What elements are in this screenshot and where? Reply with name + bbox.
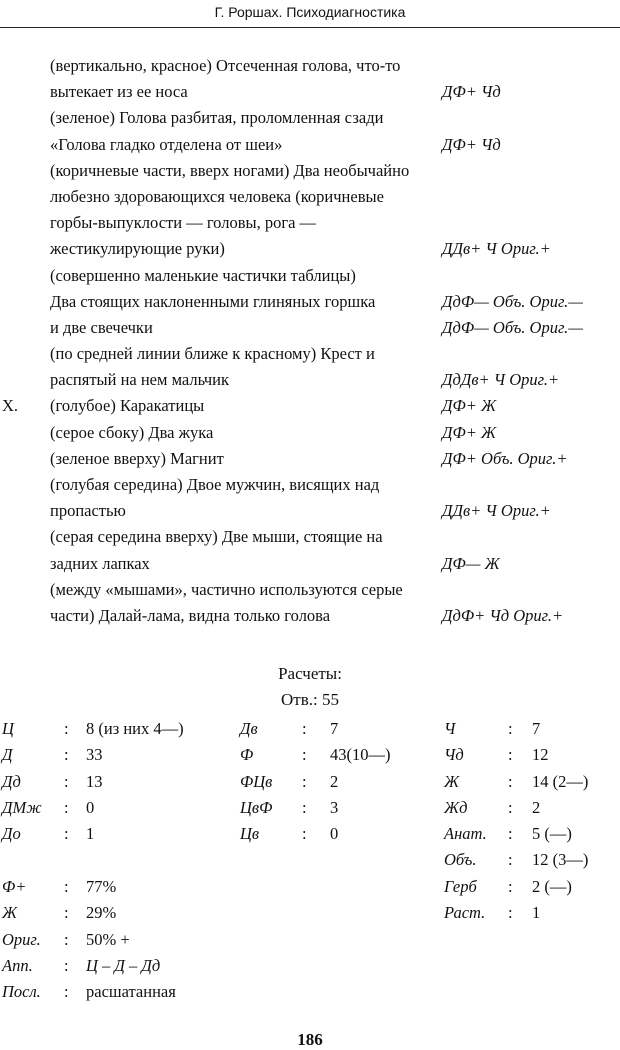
colon: : [302, 771, 307, 791]
colon: : [64, 955, 69, 975]
response-text: (зеленое вверху) Магнит [50, 448, 224, 468]
stat-label: Д [2, 745, 13, 765]
colon: : [64, 929, 69, 949]
response-text: (серая середина вверху) Две мыши, стоящие на [50, 527, 383, 547]
stat-label: Цв [240, 824, 260, 844]
summary-value: расшатанная [86, 982, 176, 1002]
response-text: (вертикально, красное) Отсеченная голова, что-то [50, 56, 401, 75]
colon: : [508, 745, 513, 765]
stat-value: 2 [330, 771, 339, 791]
scoring-code: ДдФ+ Чд Ориг.+ [442, 605, 564, 625]
protocol-line [0, 551, 620, 577]
colon: : [64, 903, 69, 923]
calculations-table [0, 716, 620, 874]
response-text: распятый на нем мальчик [50, 370, 230, 390]
colon: : [64, 824, 69, 844]
response-text: «Голова гладко отделена от шеи» [50, 134, 283, 154]
colon: : [64, 797, 69, 817]
stat-value: 5 (—) [532, 824, 572, 844]
scoring-code: ДФ+ Объ. Ориг.+ [442, 448, 568, 468]
response-text: любезно здоровающихся человека (коричневые [50, 186, 384, 206]
stat-label: Ж [444, 771, 460, 791]
response-text: пропастью [50, 501, 126, 521]
colon: : [64, 745, 69, 765]
protocol-line [0, 393, 620, 419]
header-title: Г. Роршах. Психодиагностика [214, 4, 406, 20]
response-text: жестикулирующие руки) [50, 239, 225, 259]
colon: : [302, 797, 307, 817]
protocol-block [0, 53, 620, 629]
summary-value: 29% [86, 903, 117, 923]
protocol-line [0, 603, 620, 629]
stat-value: 2 [532, 797, 541, 817]
colon: : [64, 719, 69, 738]
protocol-line [0, 367, 620, 393]
protocol-line [0, 236, 620, 262]
stat-value: 8 (из них 4—) [86, 719, 184, 738]
stat-label: ДМж [2, 797, 42, 817]
running-header [0, 0, 620, 34]
scoring-code: ДдФ— Объ. Ориг.— [442, 291, 583, 311]
calculations-summary [0, 874, 620, 1005]
summary-row [0, 900, 620, 926]
response-text: (между «мышами», частично используются серые [50, 579, 403, 599]
response-text: (совершенно маленькие частички таблицы) [50, 265, 356, 285]
stat-label: Жд [444, 797, 468, 817]
colon: : [508, 877, 513, 896]
scoring-code: ДдФ— Объ. Ориг.— [442, 317, 583, 337]
response-text: (голубое) Каракатицы [50, 396, 205, 416]
stats-row [0, 742, 620, 768]
stat-value: 3 [330, 797, 339, 817]
summary-value: Ц – Д – Дд [86, 955, 161, 975]
colon: : [64, 982, 69, 1002]
protocol-line [0, 53, 620, 79]
calculations-title: Расчеты: [278, 664, 342, 683]
response-text: (серое сбоку) Два жука [50, 422, 214, 442]
protocol-line [0, 420, 620, 446]
protocol-line [0, 524, 620, 550]
stat-label: Ч [444, 719, 456, 738]
response-text: вытекает из ее носа [50, 82, 188, 102]
summary-value: 77% [86, 877, 117, 896]
scoring-code: ДФ+ Ж [442, 422, 497, 442]
page-number: 186 [297, 1030, 323, 1049]
response-text: части) Далай-лама, видна только голова [50, 605, 331, 625]
colon: : [508, 850, 513, 870]
scoring-code: ДФ+ Ж [442, 396, 497, 416]
response-text: (по средней линии ближе к красному) Крест и [50, 344, 375, 364]
response-text: Два стоящих наклоненными глиняных горшка [50, 291, 376, 311]
protocol-line [0, 289, 620, 315]
summary-row [0, 979, 620, 1005]
summary-label: Ориг. [2, 929, 41, 949]
colon: : [302, 745, 307, 765]
stat-label: ЦвФ [240, 797, 273, 817]
stat-label: Чд [444, 745, 464, 765]
stat-value: 7 [532, 719, 541, 738]
protocol-line [0, 79, 620, 105]
stat-label: Ф [240, 745, 254, 765]
response-text: и две свечечки [50, 317, 153, 337]
protocol-line [0, 263, 620, 289]
stat-label: Анат. [444, 824, 487, 844]
colon: : [64, 877, 69, 896]
stat-value: 0 [86, 797, 95, 817]
protocol-line [0, 446, 620, 472]
scoring-code: ДФ— Ж [442, 553, 500, 573]
protocol-line [0, 158, 620, 184]
protocol-line [0, 210, 620, 236]
summary-value: 50% + [86, 929, 130, 949]
summary-label: Раст. [444, 903, 486, 923]
scoring-code: ДдДв+ Ч Ориг.+ [442, 370, 560, 390]
colon: : [64, 771, 69, 791]
colon: : [302, 719, 307, 738]
answers-count: Отв.: 55 [281, 690, 339, 709]
summary-value: 1 [532, 903, 541, 923]
stat-label: Ц [2, 719, 14, 738]
stat-value: 12 [532, 745, 549, 765]
stats-row [0, 821, 620, 847]
response-text: (зеленое) Голова разбитая, проломленная сзади [50, 108, 384, 128]
protocol-line [0, 577, 620, 603]
stat-value: 1 [86, 824, 95, 844]
response-text: задних лапках [50, 553, 150, 573]
stat-label: ФЦв [240, 771, 273, 791]
colon: : [508, 903, 513, 923]
protocol-line [0, 315, 620, 341]
stat-label: Дд [2, 771, 21, 791]
protocol-line [0, 105, 620, 131]
stats-row [0, 795, 620, 821]
summary-label: Герб [444, 877, 477, 896]
summary-row [0, 927, 620, 953]
stats-row [0, 716, 620, 742]
summary-label: Апп. [2, 955, 33, 975]
table-number: X. [2, 396, 19, 416]
stat-value: 14 (2—) [532, 771, 589, 791]
stat-label: Объ. [444, 850, 477, 870]
stats-row [0, 769, 620, 795]
summary-value: 2 (—) [532, 877, 572, 896]
protocol-line [0, 498, 620, 524]
protocol-line [0, 184, 620, 210]
colon: : [508, 719, 513, 738]
colon: : [508, 771, 513, 791]
summary-label: Посл. [2, 982, 41, 1002]
response-text: (коричневые части, вверх ногами) Два необычайно [50, 160, 410, 180]
scoring-code: ДДв+ Ч Ориг.+ [442, 501, 551, 521]
colon: : [508, 824, 513, 844]
stat-value: 33 [86, 745, 103, 765]
response-text: (голубая середина) Двое мужчин, висящих над [50, 475, 380, 494]
stat-label: Дв [240, 719, 258, 738]
summary-row [0, 953, 620, 979]
stat-value: 13 [86, 771, 103, 791]
stat-label: До [2, 824, 21, 844]
scoring-code: ДФ+ Чд [442, 134, 501, 154]
stats-row [0, 847, 620, 873]
scoring-code: ДДв+ Ч Ориг.+ [442, 239, 551, 259]
scoring-code: ДФ+ Чд [442, 82, 501, 102]
stat-value: 0 [330, 824, 339, 844]
summary-row [0, 874, 620, 900]
colon: : [302, 824, 307, 844]
stat-value: 7 [330, 719, 339, 738]
protocol-line [0, 472, 620, 498]
stat-value: 12 (3—) [532, 850, 589, 870]
stat-value: 43(10—) [330, 745, 391, 765]
header-divider [0, 27, 620, 28]
protocol-line [0, 132, 620, 158]
colon: : [508, 797, 513, 817]
summary-label: Ф+ [2, 877, 27, 896]
summary-label: Ж [2, 903, 18, 923]
protocol-line [0, 341, 620, 367]
response-text: горбы-выпуклости — головы, рога — [50, 213, 317, 233]
